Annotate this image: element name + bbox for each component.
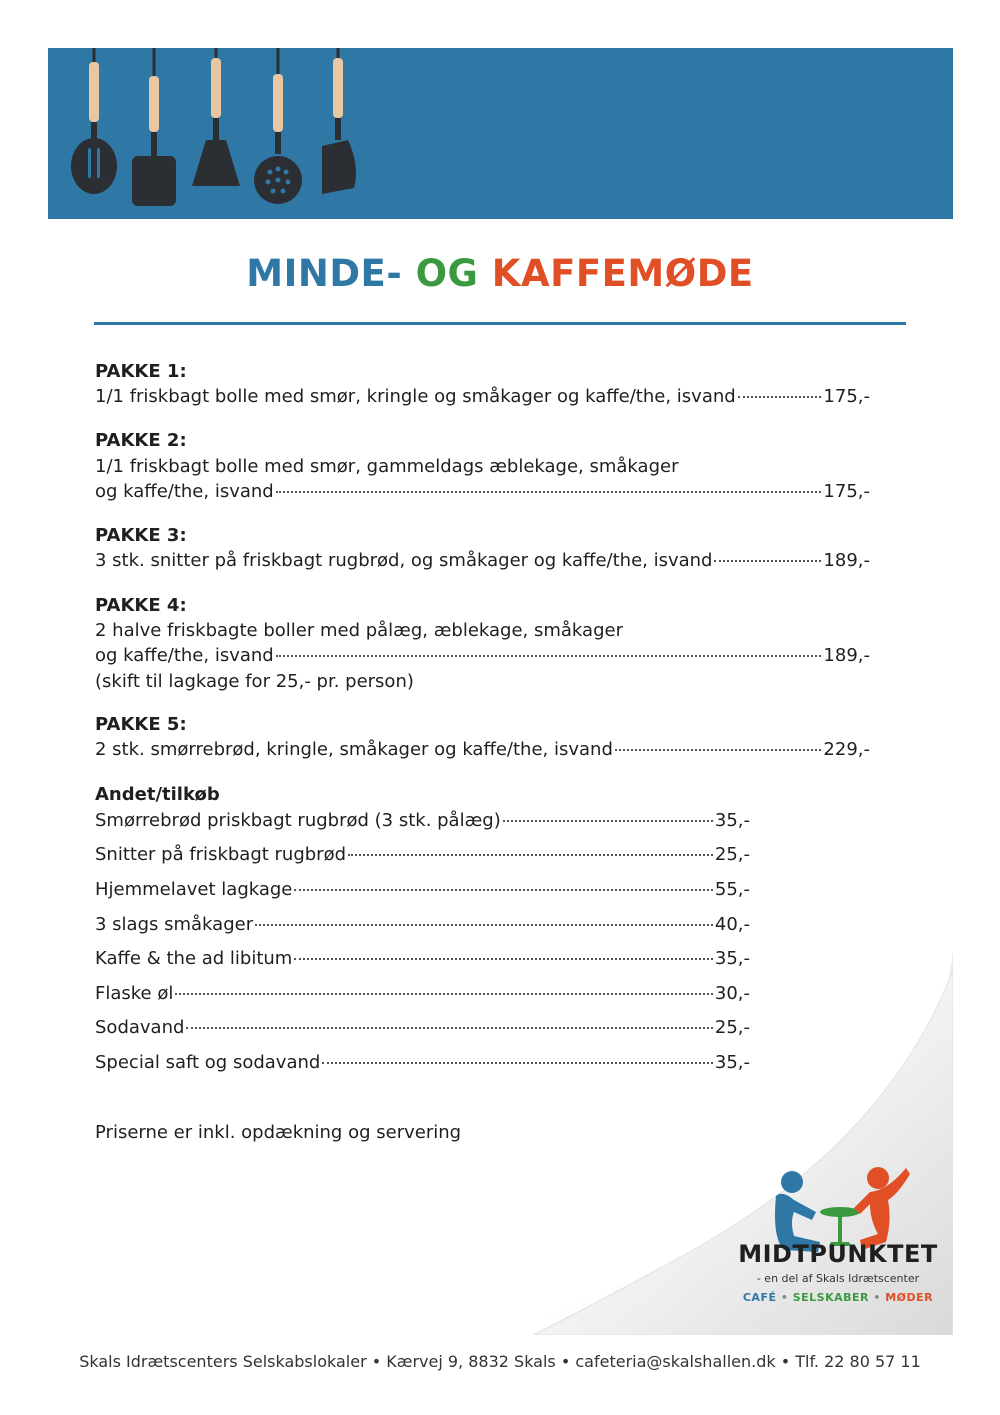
addon-name: Flaske øl xyxy=(95,983,174,1004)
addon-price: 35,- xyxy=(714,810,750,831)
addon-price: 55,- xyxy=(714,879,750,900)
package-4-price: 189,- xyxy=(823,645,870,666)
addon-price: 30,- xyxy=(714,983,750,1004)
tag-selskaber: SELSKABER xyxy=(792,1291,869,1304)
package-4-heading: PAKKE 4: xyxy=(95,595,187,616)
addon-price: 40,- xyxy=(714,914,750,935)
addon-row xyxy=(95,914,750,935)
title-part-1: MINDE- xyxy=(246,252,403,295)
package-2-heading: PAKKE 2: xyxy=(95,430,187,451)
addon-row xyxy=(95,844,750,865)
addon-name: Special saft og sodavand xyxy=(95,1052,321,1073)
leader-dots xyxy=(348,854,713,856)
package-5-item xyxy=(95,739,870,760)
package-2-item xyxy=(95,481,870,502)
orange-person-icon xyxy=(854,1167,910,1250)
package-2-price: 175,- xyxy=(823,481,870,502)
package-2-description: og kaffe/the, isvand xyxy=(95,481,274,502)
package-5-heading: PAKKE 5: xyxy=(95,714,187,735)
package-1-price: 175,- xyxy=(823,386,870,407)
leader-dots xyxy=(255,924,713,926)
addon-price: 25,- xyxy=(714,1017,750,1038)
package-5-description: 2 stk. smørrebrød, kringle, småkager og kaffe/the, isvand xyxy=(95,739,613,760)
package-3-item xyxy=(95,550,870,571)
leader-dots xyxy=(615,749,822,751)
addon-price: 35,- xyxy=(714,948,750,969)
addon-name: Sodavand xyxy=(95,1017,185,1038)
tag-moder: MØDER xyxy=(885,1291,934,1304)
leader-dots xyxy=(276,655,822,657)
package-5-price: 229,- xyxy=(823,739,870,760)
addon-row xyxy=(95,810,750,831)
addon-row xyxy=(95,879,750,900)
leader-dots xyxy=(294,889,712,891)
package-4-extra: (skift til lagkage for 25,- pr. person) xyxy=(95,671,414,692)
kitchen-utensils-illustration xyxy=(48,48,953,219)
package-4-description: og kaffe/the, isvand xyxy=(95,645,274,666)
package-3-heading: PAKKE 3: xyxy=(95,525,187,546)
tag-separator: • xyxy=(873,1291,881,1304)
addon-name: Snitter på friskbagt rugbrød xyxy=(95,844,347,865)
addons-heading: Andet/tilkøb xyxy=(95,784,220,805)
package-1-heading: PAKKE 1: xyxy=(95,361,187,382)
addon-price: 35,- xyxy=(714,1052,750,1073)
logo-name: MIDTPUNKTET xyxy=(738,1240,938,1268)
package-1-item xyxy=(95,386,870,407)
addon-name: Smørrebrød priskbagt rugbrød (3 stk. pålæg) xyxy=(95,810,501,831)
spatula-icon xyxy=(132,48,176,206)
midtpunktet-logo xyxy=(720,1160,960,1310)
skimmer-icon xyxy=(254,48,302,204)
leader-dots xyxy=(738,396,822,398)
addon-name: Kaffe & the ad libitum xyxy=(95,948,293,969)
leader-dots xyxy=(503,820,713,822)
page-title xyxy=(0,252,1000,295)
title-divider xyxy=(94,322,906,325)
price-note: Priserne er inkl. opdækning og servering xyxy=(95,1122,462,1143)
package-3-price: 189,- xyxy=(823,550,870,571)
leader-dots xyxy=(714,560,821,562)
slotted-spoon-icon xyxy=(71,48,117,194)
title-part-2: OG xyxy=(415,252,479,295)
tag-separator: • xyxy=(780,1291,789,1304)
tag-cafe: CAFÉ xyxy=(742,1291,777,1304)
angled-spatula-icon xyxy=(322,48,356,194)
leader-dots xyxy=(276,491,822,493)
addon-price: 25,- xyxy=(714,844,750,865)
title-part-3: KAFFEMØDE xyxy=(491,252,754,295)
package-3-description: 3 stk. snitter på friskbagt rugbrød, og småkager og kaffe/the, isvand xyxy=(95,550,713,571)
addon-name: 3 slags småkager xyxy=(95,914,254,935)
package-4-line-1: 2 halve friskbagte boller med pålæg, æblekage, småkager xyxy=(95,620,623,641)
package-4-item xyxy=(95,645,870,666)
logo-subtitle: - en del af Skals Idrætscenter xyxy=(756,1272,920,1285)
package-2-line-1: 1/1 friskbagt bolle med smør, gammeldags æblekage, småkager xyxy=(95,456,679,477)
turner-icon xyxy=(192,48,240,186)
footer-contact: Skals Idrætscenters Selskabslokaler • Kærvej 9, 8832 Skals • cafeteria@skalshallen.dk • Tlf. 22 80 57 11 xyxy=(79,1352,921,1371)
package-1-description: 1/1 friskbagt bolle med smør, kringle og småkager og kaffe/the, isvand xyxy=(95,386,736,407)
addon-name: Hjemmelavet lagkage xyxy=(95,879,293,900)
logo-tagline xyxy=(733,1291,943,1304)
header-banner xyxy=(48,48,953,219)
